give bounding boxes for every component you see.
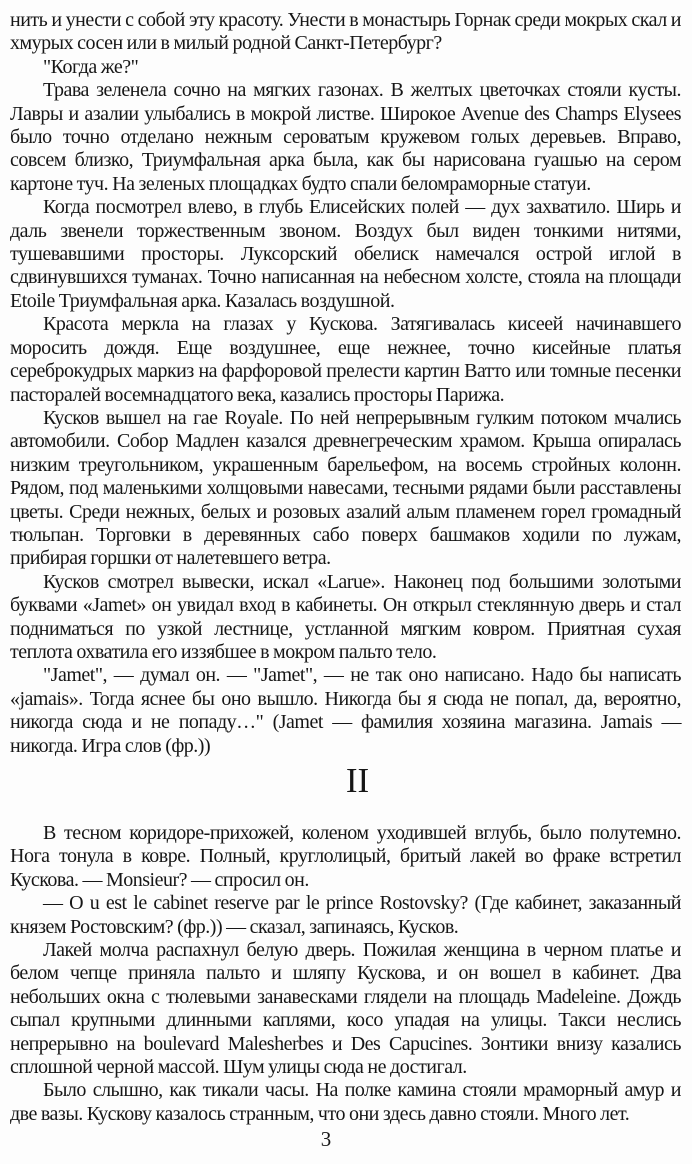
- paragraph: Красота меркла на глазах у Кускова. Затягивалась кисеей начинавшего моросить дождя. Еще воздушнее, еще нежнее, точно кисейные платья сереброкудрых маркиз на фарфоровой прелести картин Ватто или томные песенки пасторалей восемнадцатого века, казались просторы Парижа.: [10, 313, 681, 406]
- paragraph: "Jamet", — думал он. — "Jamet", — не так оно написано. Надо бы написать «jamais». Тогда яснее бы оно вышло. Никогда бы я сюда не попал, да, вероятно, никогда сюда и не попаду…" (Jamet — фамилия хозяина магазина. Jamais — никогда. Игра слов (фр.)): [10, 664, 681, 757]
- paragraph: Кусков вышел на гае Royale. По ней непрерывным гулким потоком мчались автомобили. Собор Мадлен казался древнегреческим храмом. Крыша опиралась низким треугольником, украшенным барельефом, на восемь стройных колонн. Рядом, под маленькими холщовыми навесами, тесными рядами были расставлены цветы. Среди нежных, белых и розовых азалий алым пламенем горел громадный тюльпан. Торговки в деревянных сабо поверх башмаков ходили по лужам, прибирая горшки от налетевшего ветра.: [10, 406, 681, 570]
- paragraph: нить и унести с собой эту красоту. Унести в монастырь Горнак среди мокрых скал и хмурых сосен или в милый родной Санкт-Петербург?: [10, 9, 681, 55]
- paragraph: II: [345, 761, 370, 800]
- paragraph: Когда посмотрел влево, в глубь Елисейских полей — дух захватило. Ширь и даль звенели торжественным звоном. Воздух был виден тонкими нитями, тушевавшими просторы. Луксорский обелиск намечался острой иглой в сдвинувшихся туманах. Точно написанная на небесном холсте, стояла на площади Etoile Триумфальная арка. Казалась воздушной.: [10, 196, 681, 312]
- paragraph: — O u est le cabinet reserve par le prince Rostovsky? (Где кабинет, заказанный князем Ростовским? (фр.)) — сказал, запинаясь, Кусков.: [10, 892, 681, 938]
- paragraph: Кусков смотрел вывески, искал «Larue». Наконец под большими золотыми буквами «Jamet» он увидал вход в кабинеты. Он открыл стеклянную дверь и стал подниматься по узкой лестнице, устланной мягким ковром. Приятная сухая теплота охватила его иззябшее в мокром пальто тело.: [10, 570, 681, 663]
- page-text: [10, 9, 681, 1126]
- paragraph: "Когда же?": [43, 55, 139, 78]
- paragraph: Лакей молча распахнул белую дверь. Пожилая женщина в черном платье и белом чепце приняла пальто и шляпу Кускова, и он вошел в кабинет. Два небольших окна с тюлевыми занавесками глядели на площадь Madeleine. Дождь сыпал крупными длинными каплями, косо упадая на улицы. Такси неслись непрерывно на boulevard Malesherbes и Des Capucines. Зонтики внизу казались сплошной черной массой. Шум улицы сюда не достигал.: [10, 939, 681, 1079]
- paragraph: В тесном коридоре-прихожей, коленом уходившей вглубь, было полутемно. Нога тонула в ковре. Полный, круглолицый, бритый лакей во фраке встретил Кускова. — Monsieur? — спросил он.: [10, 822, 681, 891]
- paragraph: Было слышно, как тикали часы. На полке камина стояли мраморный амур и две вазы. Кускову казалось странным, что они здесь давно стояли. Много лет.: [10, 1079, 681, 1125]
- paragraph: Трава зеленела сочно на мягких газонах. В желтых цветочках стояли кусты. Лавры и азалии улыбались в мокрой листве. Широкое Avenue des Champs Elysees было точно отделано нежным сероватым кружевом голых деревьев. Вправо, совсем близко, Триумфальная арка была, как бы нарисована гуашью на сером картоне туч. На зеленых площадках будто спали беломраморные статуи.: [10, 79, 681, 195]
- page-number: 3: [320, 1127, 332, 1151]
